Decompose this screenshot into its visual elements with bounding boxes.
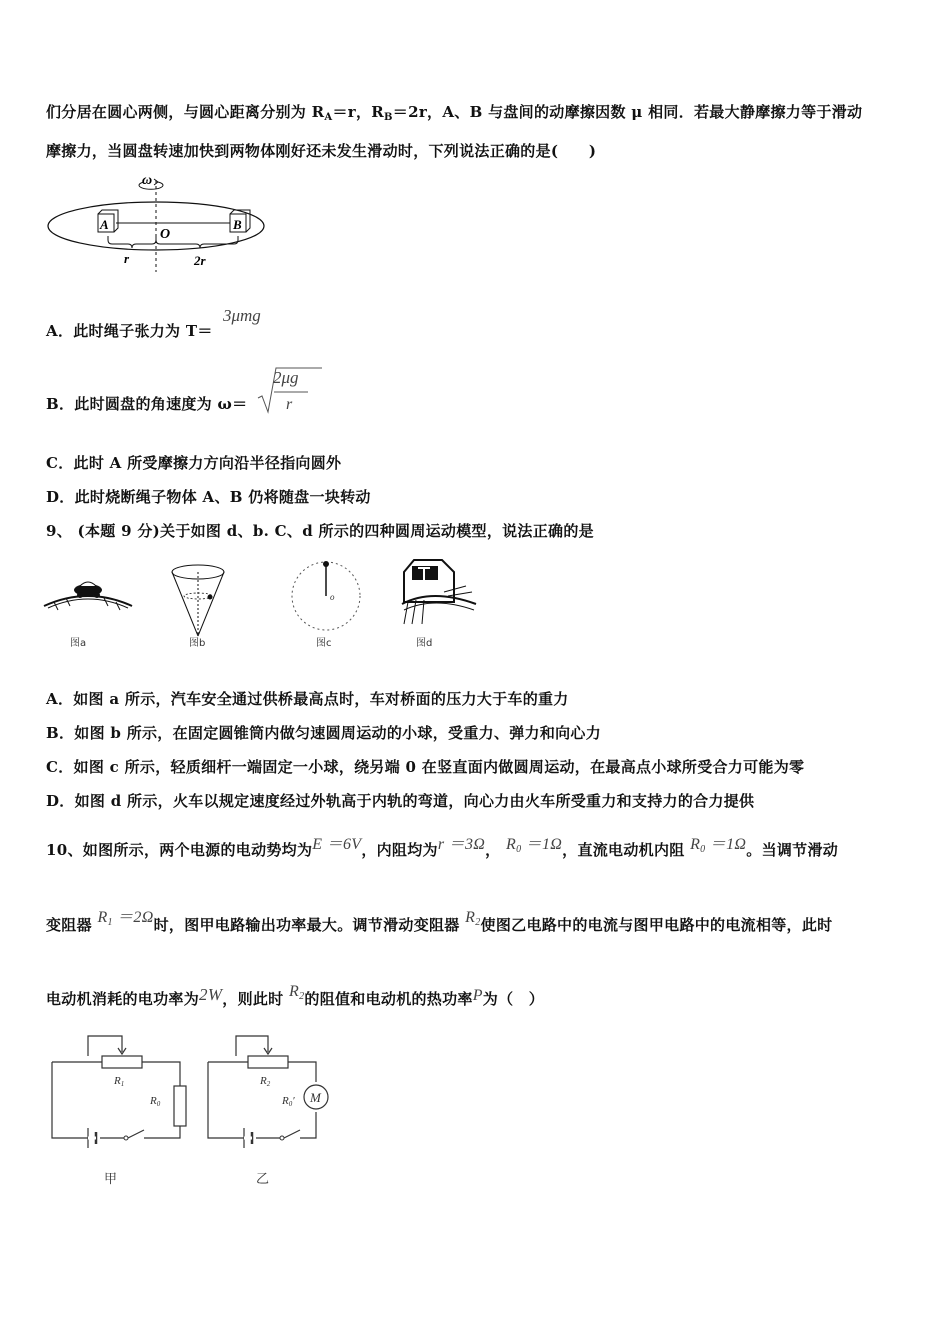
caption-c: 图c [316, 638, 332, 649]
q10-line-2: 变阻器 $R_1 =2\Omega$时，图甲电路输出功率最大。调节滑动变阻器 $R_2$使图乙电路中的电流与图甲电路中的电流相等，此时 [46, 909, 833, 934]
caption-b: 图b [189, 638, 206, 649]
jia-r1-label: R1 [114, 1075, 125, 1088]
caption-yi: 乙 [256, 1172, 270, 1187]
block-b-label: B [233, 217, 242, 232]
q9-option-b: B．如图 b 所示，在固定圆锥筒内做匀速圆周运动的小球，受重力、弹力和向心力 [46, 724, 602, 742]
option-d: D．此时烧断绳子物体 A、B 仍将随盘一块转动 [46, 488, 371, 506]
omega-numerator: 2μg [273, 368, 299, 387]
circuit-yi [204, 1030, 354, 1150]
fig-d-train [398, 552, 478, 632]
omega-denominator: r [286, 396, 293, 413]
intro-line-2: 摩擦力，当圆盘转速加快到两物体刚好还未发生滑动时，下列说法正确的是( ) [46, 142, 597, 160]
q9-option-a: A．如图 a 所示，汽车安全通过供桥最高点时，车对桥面的压力大于车的重力 [46, 690, 569, 708]
fig-c-rod-circle [288, 556, 368, 636]
option-b: B．此时圆盘的角速度为 ω＝ [46, 395, 248, 413]
option-c: C．此时 A 所受摩擦力方向沿半径指向圆外 [46, 454, 342, 472]
motor-label: M [310, 1090, 321, 1105]
jia-r0-label: R0 [150, 1095, 161, 1108]
yi-r2-label: R2 [260, 1075, 271, 1088]
fig-b-cone [168, 560, 228, 640]
fig-a-bridge [44, 572, 134, 632]
2r-label: 2r [194, 253, 206, 268]
circuit-jia [48, 1030, 198, 1150]
r-label: r [124, 251, 130, 266]
caption-d: 图d [416, 638, 433, 649]
q9-option-d: D．如图 d 所示，火车以规定速度经过外轨高于内轨的弯道，向心力由火车所受重力和支持力的合力提供 [46, 792, 755, 810]
center-o-label: O [160, 227, 171, 242]
tension-formula: 3μmg [223, 306, 261, 325]
omega-label: ω [142, 173, 153, 188]
q9-stem: 9、 (本题 9 分)关于如图 d、b. C、d 所示的四种圆周运动模型，说法正确的是 [46, 522, 594, 540]
intro-line-1: 们分居在圆心两侧，与圆心距离分别为 $R_A=r$，$R_B=2r$，A、B 与盘间的动摩擦因数 μ 相同．若最大静摩擦力等于滑动 [46, 103, 863, 123]
pivot-o-label: o [330, 592, 335, 602]
q9-option-c: C．如图 c 所示，轻质细杆一端固定一小球，绕另端 0 在竖直面内做圆周运动，在最高点小球所受合力可能为零 [46, 758, 805, 776]
q10-line-3: 电动机消耗的电功率为2W，则此时 $R_2$的阻值和电动机的热功率P为（ ） [46, 983, 544, 1008]
q10-line-1: 10、如图所示，两个电源的电动势均为E ＝6V，内阻均为r ＝3Ω， $R_0 =1\Omega$，直流电动机内阻 $R_0 =1\Omega$。当调节滑动 [46, 836, 839, 859]
caption-jia: 甲 [104, 1172, 118, 1187]
option-a: A．此时绳子张力为 T＝ [46, 322, 213, 340]
yi-r0-label: R0′ [282, 1095, 295, 1108]
disk-figure [44, 168, 274, 278]
caption-a: 图a [70, 638, 87, 649]
block-a-label: A [100, 217, 109, 232]
